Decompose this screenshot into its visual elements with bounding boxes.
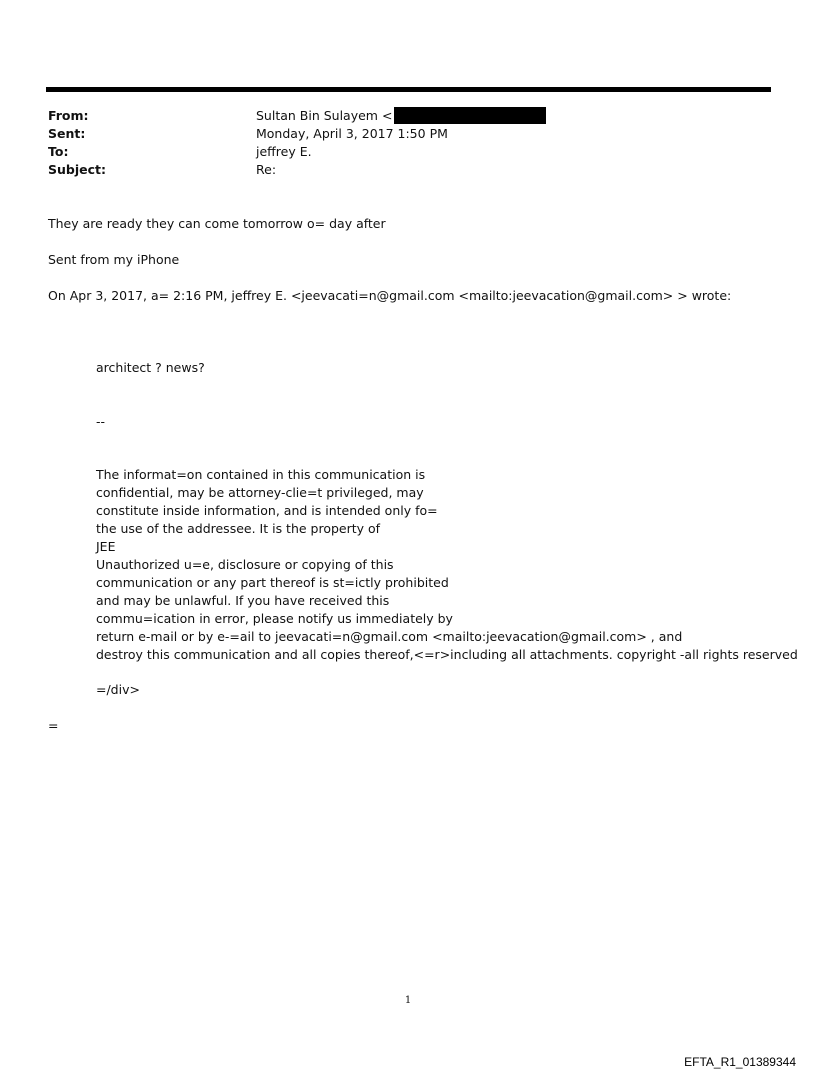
disclaimer-line: Unauthorized u=e, disclosure or copying of this <box>96 557 394 572</box>
disclaimer-line: The informat=on contained in this communication is <box>96 467 426 482</box>
disclaimer-line: commu=ication in error, please notify us immediately by <box>96 611 453 626</box>
to-label: To: <box>48 144 69 159</box>
quoted-message-text: architect ? news? <box>96 360 205 375</box>
redaction-box <box>394 107 546 124</box>
page-number: 1 <box>404 995 412 1006</box>
disclaimer-line: the use of the addressee. It is the property of <box>96 521 381 536</box>
sent-label: Sent: <box>48 126 86 141</box>
body-signature-line: Sent from my iPhone <box>48 252 180 267</box>
body-quote-attribution: On Apr 3, 2017, a= 2:16 PM, jeffrey E. <jeevacati=n@gmail.com <mailto:jeevacation@gmail.com> > wrote: <box>48 288 732 303</box>
bates-number: EFTA_R1_01389344 <box>684 1055 796 1069</box>
disclaimer-line: confidential, may be attorney-clie=t privileged, may <box>96 485 424 500</box>
disclaimer-line: JEE <box>96 539 116 554</box>
quoted-closing-tag: =/div> <box>96 682 140 697</box>
from-value <box>256 107 546 125</box>
trailing-equals: = <box>48 718 59 733</box>
disclaimer-line: communication or any part thereof is st=ictly prohibited <box>96 575 449 590</box>
sent-value: Monday, April 3, 2017 1:50 PM <box>256 126 448 141</box>
subject-label: Subject: <box>48 162 106 177</box>
from-name: Sultan Bin Sulayem < <box>256 108 393 123</box>
header-divider-rule <box>46 87 771 92</box>
quoted-separator: -- <box>96 414 106 429</box>
disclaimer-line: and may be unlawful. If you have received this <box>96 593 390 608</box>
to-value: jeffrey E. <box>256 144 312 159</box>
from-label: From: <box>48 108 89 123</box>
body-reply-line: They are ready they can come tomorrow o= day after <box>48 216 386 231</box>
quoted-disclaimer <box>96 466 798 664</box>
disclaimer-line: return e-mail or by e-=ail to jeevacati=n@gmail.com <mailto:jeevacation@gmail.com> , and <box>96 629 683 644</box>
subject-value: Re: <box>256 162 277 177</box>
disclaimer-line: destroy this communication and all copies thereof,<=r>including all attachments. copyright -all rights reserved <box>96 647 798 662</box>
disclaimer-line: constitute inside information, and is intended only fo= <box>96 503 438 518</box>
